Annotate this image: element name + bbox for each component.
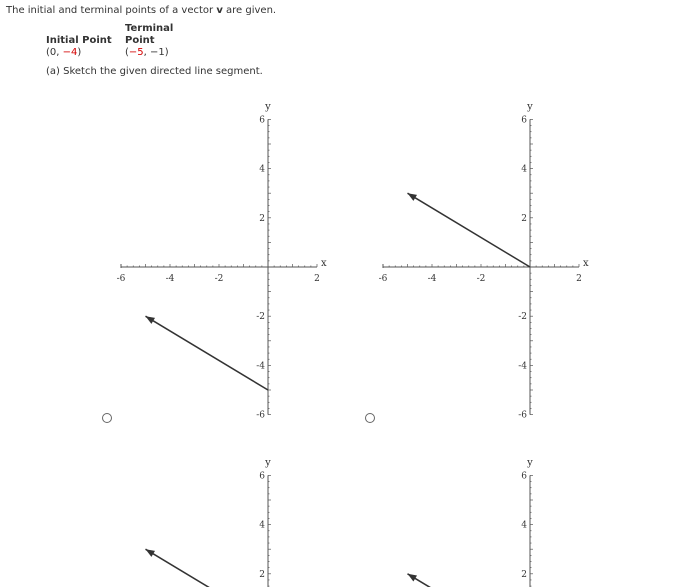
y-tick-label: 2 bbox=[259, 569, 265, 580]
header-terminal-line1: Terminal bbox=[125, 23, 174, 34]
y-tick-label: -6 bbox=[518, 410, 527, 421]
y-tick-label: 4 bbox=[259, 164, 265, 175]
x-tick-label: -4 bbox=[165, 274, 175, 284]
terminal-open: ( bbox=[125, 47, 129, 58]
y-tick-label: 6 bbox=[259, 471, 265, 482]
vector-symbol: v bbox=[216, 5, 223, 16]
y-tick-label: -2 bbox=[256, 312, 265, 323]
y-axis-label: y bbox=[527, 457, 533, 469]
x-tick-label: 2 bbox=[314, 274, 320, 284]
y-tick-label: 6 bbox=[521, 471, 527, 482]
part-a-prompt: (a) Sketch the given directed line segment. bbox=[46, 66, 263, 77]
vector-segment bbox=[408, 574, 531, 587]
y-tick-label: 2 bbox=[521, 569, 527, 580]
y-axis-label: y bbox=[527, 101, 533, 113]
x-tick-label: -6 bbox=[116, 274, 126, 284]
y-tick-label: -4 bbox=[256, 361, 265, 372]
y-tick-label: -4 bbox=[518, 361, 527, 372]
initial-close: ) bbox=[77, 47, 82, 58]
initial-y: −4 bbox=[62, 47, 78, 58]
x-tick-label: -4 bbox=[427, 274, 437, 284]
terminal-rest: , −1) bbox=[143, 47, 169, 58]
y-axis-label: y bbox=[265, 457, 271, 469]
header-terminal-line2: Point bbox=[125, 35, 155, 46]
question-intro-end: are given. bbox=[222, 5, 277, 16]
initial-open: (0, bbox=[46, 47, 63, 58]
y-tick-label: 2 bbox=[259, 213, 265, 224]
question-intro: The initial and terminal points of a vector bbox=[6, 5, 217, 16]
y-tick-label: 4 bbox=[259, 520, 265, 531]
x-tick-label: 2 bbox=[576, 274, 582, 284]
terminal-x: −5 bbox=[128, 47, 144, 58]
y-tick-label: -6 bbox=[256, 410, 265, 421]
y-tick-label: 6 bbox=[259, 115, 265, 126]
y-tick-label: 2 bbox=[521, 213, 527, 224]
y-tick-label: 6 bbox=[521, 115, 527, 126]
y-tick-label: 4 bbox=[521, 164, 527, 175]
x-axis-label: x bbox=[321, 258, 327, 269]
y-tick-label: -2 bbox=[518, 312, 527, 323]
y-tick-label: 4 bbox=[521, 520, 527, 531]
x-tick-label: -2 bbox=[476, 274, 486, 284]
x-axis-label: x bbox=[583, 258, 589, 269]
vector-arrowhead bbox=[408, 574, 418, 582]
header-initial-point: Initial Point bbox=[46, 35, 112, 46]
y-axis-label: y bbox=[265, 101, 271, 113]
x-tick-label: -6 bbox=[378, 274, 388, 284]
x-tick-label: -2 bbox=[214, 274, 224, 284]
